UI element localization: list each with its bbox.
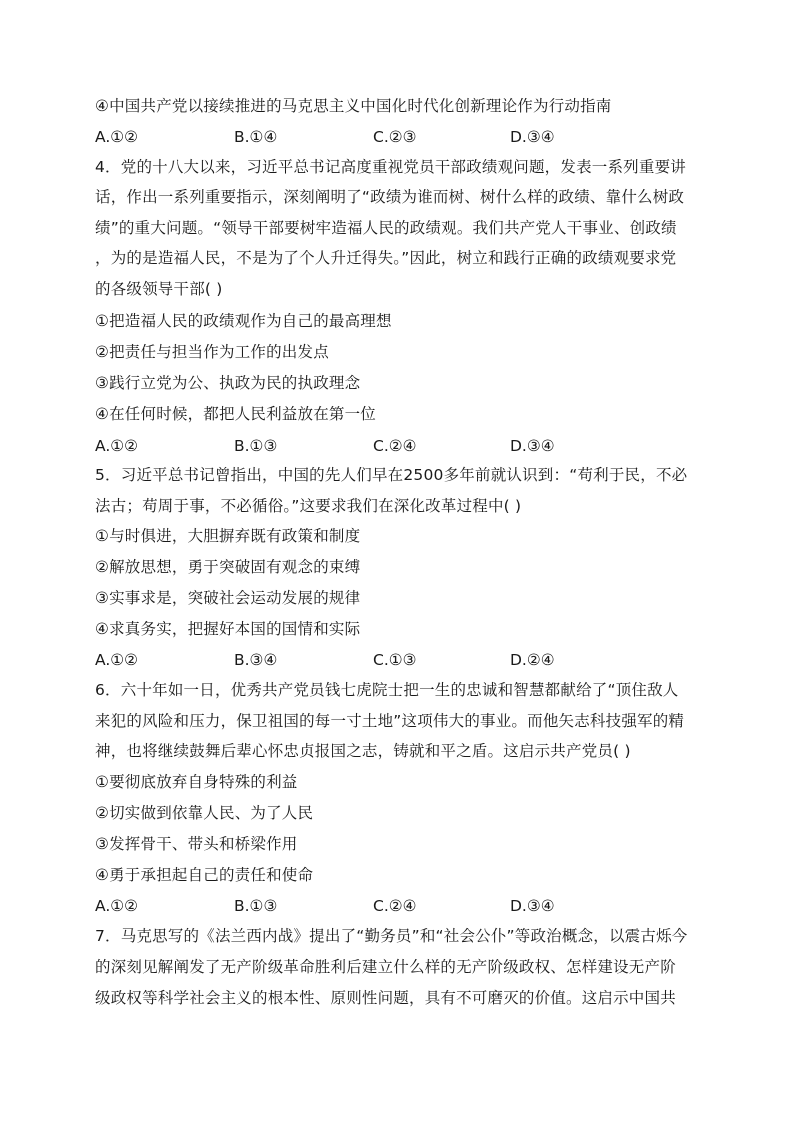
q4-option-d[interactable]: D.③④ (510, 437, 555, 455)
q4-item-2: ②把责任与担当作为工作的出发点 (95, 343, 329, 361)
q3-option-b[interactable]: B.①④ (234, 128, 278, 146)
q4-item-1: ①把造福人民的政绩观作为自己的最高理想 (95, 312, 392, 330)
q6-option-a[interactable]: A.①② (95, 897, 139, 915)
q6-stem-line: 来犯的风险和压力，保卫祖国的每一寸土地”这项伟大的事业。而他矢志科技强军的精 (95, 712, 685, 730)
q4-item-3: ③践行立党为公、执政为民的执政理念 (95, 374, 361, 392)
q4-stem-line: ，为的是造福人民，不是为了个人升迁得失。”因此，树立和践行正确的政绩观要求党 (95, 249, 677, 267)
q5-item-3: ③实事求是，突破社会运动发展的规律 (95, 589, 361, 607)
q7-stem-line: 级政权等科学社会主义的根本性、原则性问题，具有不可磨灭的价值。这启示中国共 (95, 989, 676, 1007)
q4-option-a[interactable]: A.①② (95, 437, 139, 455)
q6-stem-line: 6．六十年如一日，优秀共产党员钱七虎院士把一生的忠诚和智慧都献给了“顶住敌人 (95, 681, 679, 699)
q5-item-2: ②解放思想，勇于突破固有观念的束缚 (95, 558, 361, 576)
q6-stem-line: 神，也将继续鼓舞后辈心怀忠贞报国之志，铸就和平之盾。这启示共产党员( ) (95, 742, 631, 760)
q6-item-4: ④勇于承担起自己的责任和使命 (95, 866, 314, 884)
q5-option-a[interactable]: A.①② (95, 651, 139, 669)
q6-option-c[interactable]: C.②④ (373, 897, 417, 915)
q4-stem-line: 绩”的重大问题。“领导干部要树牢造福人民的政绩观。我们共产党人干事业、创政绩 (95, 219, 677, 237)
q7-stem-line: 的深刻见解阐发了无产阶级革命胜利后建立什么样的无产阶级政权、怎样建设无产阶 (95, 958, 676, 976)
q6-option-b[interactable]: B.①③ (234, 897, 278, 915)
q4-stem-line: 话，作出一系列重要指示，深刻阐明了“政绩为谁而树、树什么样的政绩、靠什么树政 (95, 188, 685, 206)
q3-option-d[interactable]: D.③④ (510, 128, 555, 146)
q5-stem-line: 5．习近平总书记曾指出，中国的先人们早在2500多年前就认识到：“苟利于民，不必 (95, 466, 688, 484)
q3-option-a[interactable]: A.①② (95, 128, 139, 146)
q3-item-4: ④中国共产党以接续推进的马克思主义中国化时代化创新理论作为行动指南 (95, 97, 612, 115)
q5-option-d[interactable]: D.②④ (510, 651, 555, 669)
q4-stem-line: 的各级领导干部( ) (95, 280, 223, 298)
q6-item-2: ②切实做到依靠人民、为了人民 (95, 804, 314, 822)
q6-option-d[interactable]: D.③④ (510, 897, 555, 915)
q4-stem-line: 4．党的十八大以来，习近平总书记高度重视党员干部政绩观问题，发表一系列重要讲 (95, 158, 686, 176)
q7-stem-line: 7．马克思写的《法兰西内战》提出了“勤务员”和“社会公仆”等政治概念，以震古烁今 (95, 927, 688, 945)
q5-option-c[interactable]: C.①③ (373, 651, 417, 669)
q4-option-c[interactable]: C.②④ (373, 437, 417, 455)
q5-item-4: ④求真务实，把握好本国的国情和实际 (95, 620, 361, 638)
q5-stem-line: 法古；苟周于事，不必循俗。”这要求我们在深化改革过程中( ) (95, 497, 522, 515)
q6-item-3: ③发挥骨干、带头和桥梁作用 (95, 835, 298, 853)
q5-item-1: ①与时俱进，大胆摒弃既有政策和制度 (95, 527, 361, 545)
q6-item-1: ①要彻底放弃自身特殊的利益 (95, 773, 298, 791)
q4-option-b[interactable]: B.①③ (234, 437, 278, 455)
q3-option-c[interactable]: C.②③ (373, 128, 417, 146)
q4-item-4: ④在任何时候，都把人民利益放在第一位 (95, 405, 376, 423)
q5-option-b[interactable]: B.③④ (234, 651, 278, 669)
